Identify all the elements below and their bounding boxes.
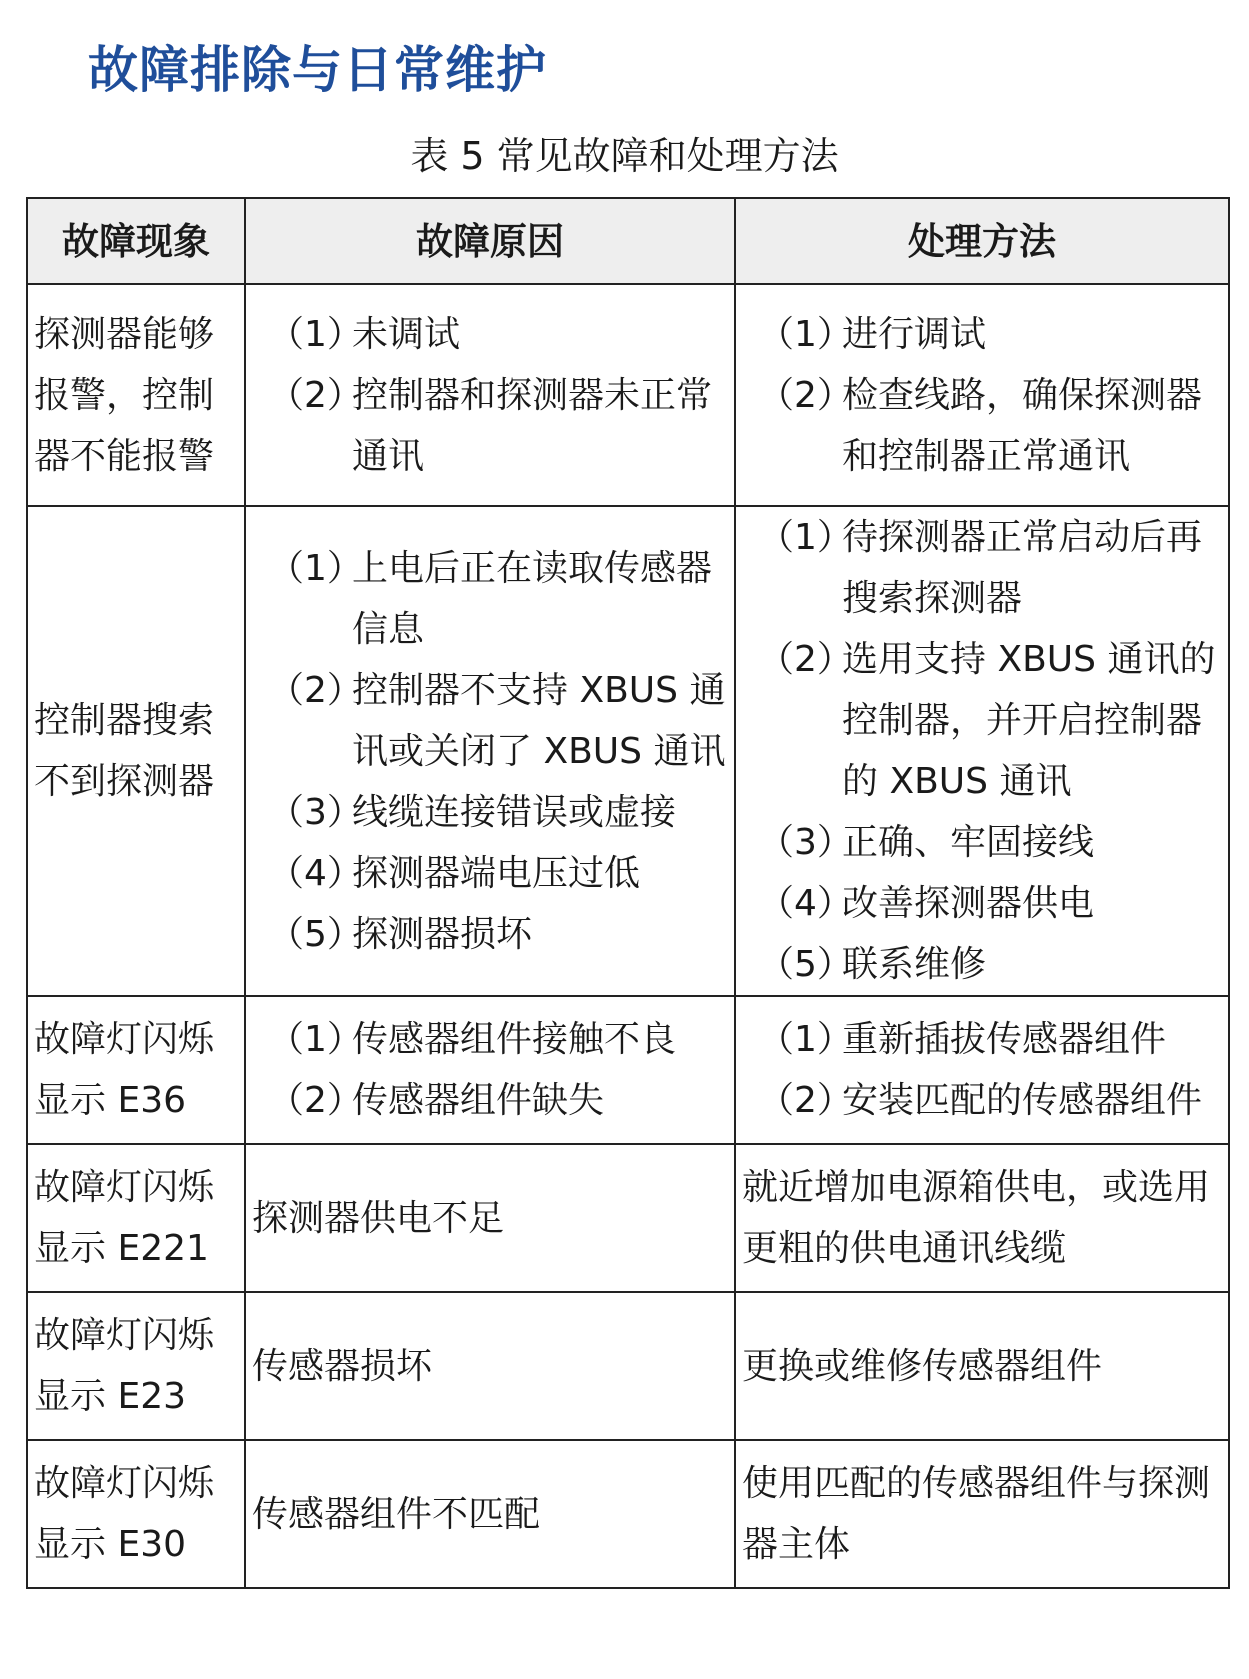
item-number: （3） — [268, 791, 363, 833]
item-number: （2） — [758, 374, 853, 416]
item-text: 探测器损坏 — [352, 913, 533, 955]
cause-cell — [245, 996, 735, 1144]
table-row — [27, 284, 1229, 506]
item-text: 选用支持 XBUS 通讯的控制器，并开启控制器的 XBUS 通讯 — [842, 639, 1216, 802]
list-item — [742, 873, 1222, 934]
list-item — [742, 934, 1222, 995]
list-item — [742, 507, 1222, 629]
list-item — [252, 304, 728, 365]
item-text: 进行调试 — [842, 313, 987, 355]
item-number: （5） — [268, 913, 363, 955]
cause-cell: 传感器损坏 — [245, 1292, 735, 1440]
item-number: （1） — [758, 313, 853, 355]
item-text: 改善探测器供电 — [842, 883, 1095, 924]
item-text: 联系维修 — [842, 944, 987, 985]
item-number: （4） — [758, 883, 853, 924]
item-number: （2） — [758, 1080, 853, 1121]
table-header-row — [27, 198, 1229, 284]
item-text: 上电后正在读取传感器信息 — [352, 547, 713, 650]
symptom-cell: 故障灯闪烁显示 E221 — [27, 1144, 245, 1292]
list-item — [252, 538, 728, 660]
item-text: 检查线路，确保探测器和控制器正常通讯 — [842, 374, 1203, 477]
item-number: （2） — [268, 374, 363, 416]
cause-cell — [245, 506, 735, 996]
item-text: 传感器组件缺失 — [352, 1080, 605, 1121]
item-number: （1） — [268, 313, 363, 355]
list-item — [252, 660, 728, 782]
table-row — [27, 996, 1229, 1144]
solution-cell: 使用匹配的传感器组件与探测器主体 — [735, 1440, 1229, 1588]
fault-table — [26, 197, 1230, 1589]
solution-cell — [735, 506, 1229, 996]
symptom-cell: 故障灯闪烁显示 E36 — [27, 996, 245, 1144]
item-number: （1） — [758, 517, 853, 558]
symptom-cell: 故障灯闪烁显示 E23 — [27, 1292, 245, 1440]
header-symptom: 故障现象 — [27, 198, 245, 284]
item-number: （2） — [268, 1080, 363, 1121]
item-number: （1） — [268, 1019, 363, 1060]
list-item — [252, 782, 728, 843]
list-item — [742, 812, 1222, 873]
header-solution: 处理方法 — [735, 198, 1229, 284]
item-text: 正确、牢固接线 — [842, 822, 1095, 863]
item-number: （2） — [268, 669, 363, 711]
solution-cell: 更换或维修传感器组件 — [735, 1292, 1229, 1440]
item-text: 传感器组件接触不良 — [352, 1019, 677, 1060]
item-text: 探测器端电压过低 — [352, 852, 641, 894]
item-text: 重新插拔传感器组件 — [842, 1019, 1167, 1060]
item-number: （1） — [268, 547, 363, 589]
table-row — [27, 506, 1229, 996]
list-item — [252, 1009, 728, 1070]
table-row — [27, 1440, 1229, 1588]
list-item — [742, 1009, 1222, 1070]
solution-cell: 就近增加电源箱供电，或选用更粗的供电通讯线缆 — [735, 1144, 1229, 1292]
symptom-cell: 故障灯闪烁显示 E30 — [27, 1440, 245, 1588]
symptom-cell: 控制器搜索不到探测器 — [27, 506, 245, 996]
table-caption: 表 5 常见故障和处理方法 — [410, 134, 839, 178]
item-number: （1） — [758, 1019, 853, 1060]
list-item — [742, 304, 1222, 365]
section-heading: 故障排除与日常维护 — [88, 41, 547, 99]
list-item — [252, 365, 728, 487]
list-item — [252, 1070, 728, 1131]
table-row — [27, 1292, 1229, 1440]
item-text: 待探测器正常启动后再搜索探测器 — [842, 517, 1203, 619]
list-item — [742, 629, 1222, 812]
list-item — [742, 365, 1222, 487]
item-number: （3） — [758, 822, 853, 863]
list-item — [252, 904, 728, 965]
item-text: 控制器不支持 XBUS 通讯或关闭了 XBUS 通讯 — [352, 669, 726, 772]
item-number: （5） — [758, 944, 853, 985]
cause-cell: 传感器组件不匹配 — [245, 1440, 735, 1588]
table-row — [27, 1144, 1229, 1292]
list-item — [742, 1070, 1222, 1131]
item-text: 控制器和探测器未正常通讯 — [352, 374, 713, 477]
item-text: 线缆连接错误或虚接 — [352, 791, 677, 833]
solution-cell — [735, 284, 1229, 506]
item-text: 安装匹配的传感器组件 — [842, 1080, 1203, 1121]
cause-cell: 探测器供电不足 — [245, 1144, 735, 1292]
header-cause: 故障原因 — [245, 198, 735, 284]
solution-cell — [735, 996, 1229, 1144]
list-item — [252, 843, 728, 904]
item-number: （4） — [268, 852, 363, 894]
item-text: 未调试 — [352, 313, 461, 355]
cause-cell — [245, 284, 735, 506]
symptom-cell: 探测器能够报警，控制器不能报警 — [27, 284, 245, 506]
item-number: （2） — [758, 639, 853, 680]
